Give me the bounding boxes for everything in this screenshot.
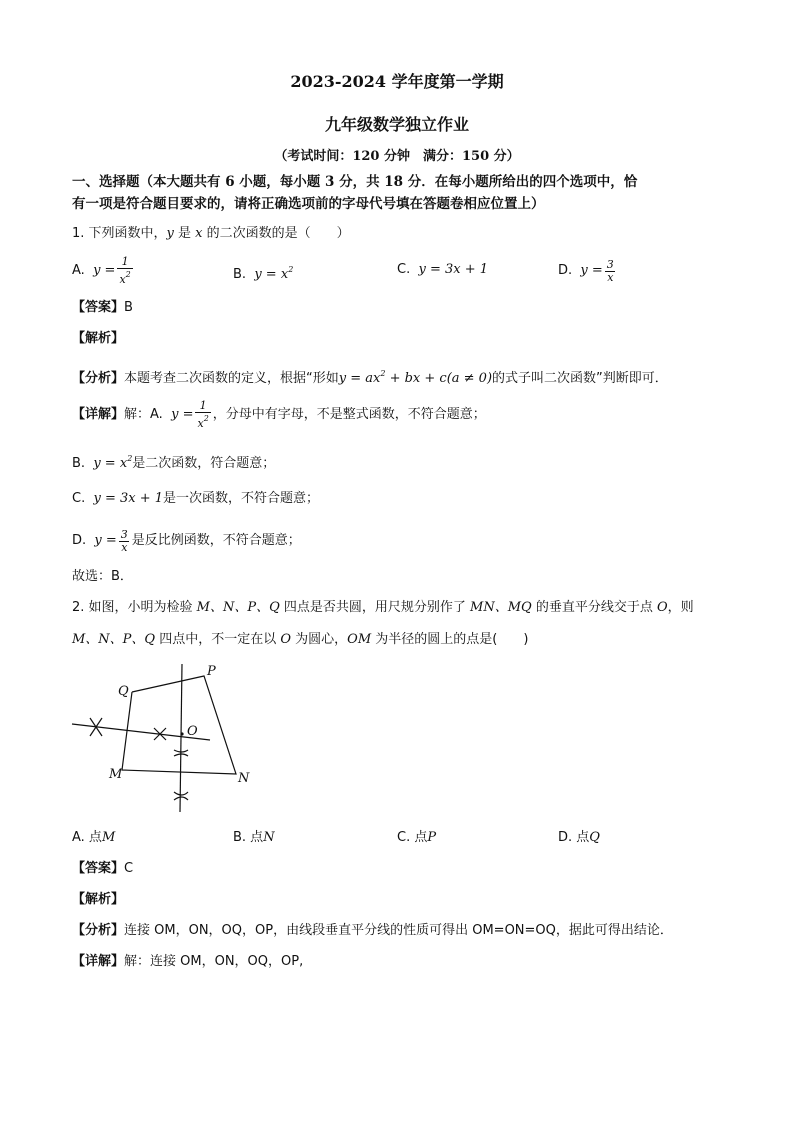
q2-figure [70, 660, 270, 815]
point-o [180, 732, 183, 735]
q2-answer: 【答案】C [72, 861, 134, 876]
document-subject: 九年级数学独立作业 [324, 115, 469, 134]
fraction: $\frac{3}{x}$ [606, 257, 614, 284]
quadrilateral [122, 676, 236, 774]
label-q: Q [118, 684, 129, 699]
perpendicular-bisector-mn [180, 664, 182, 812]
q2-stem-line1: 2. 如图，小明为检验 M、N、P、Q 四点是否共圆，用尺规分别作了 MN、MQ 的垂直平分线交于点 O，则 [72, 600, 694, 615]
label-p: P [207, 664, 216, 679]
q1-option-b: B. $y = x^2$ [233, 265, 294, 282]
q1-xiangjie-b: B. $y = x^2$是二次函数，符合题意； [72, 454, 276, 471]
q2-analysis-label: 【解析】 [72, 892, 125, 907]
q2-stem-line2: M、N、P、Q 四点中，不一定在以 O 为圆心，OM 为半径的圆上的点是( ) [72, 632, 529, 647]
label-m: M [109, 767, 123, 782]
q2-option-b: B. 点N [233, 830, 275, 845]
q2-xiangjie: 【详解】解：连接 OM，ON，OQ，OP, [72, 954, 304, 969]
q1-xiangjie-a: 【详解】 解：A. y = $\frac{1}{x^2}$ ，分母中有字母，不是整式函数，不符合题意； [72, 399, 486, 430]
q1-stem: 1. 下列函数中，y 是 x 的二次函数的是（ ） [72, 226, 350, 241]
section1-heading-line2: 有一项是符合题目要求的，请将正确选项前的字母代号填在答题卷相应位置上） [72, 196, 545, 212]
q1-answer: 【答案】B [72, 300, 133, 315]
q2-option-c: C. 点P [397, 830, 437, 845]
q2-option-a: A. 点M [72, 830, 116, 845]
q1-xiangjie-c: C. y = 3x + 1是一次函数，不符合题意； [72, 491, 320, 506]
q1-conclusion: 故选：B． [72, 569, 133, 584]
q2-option-d: D. 点Q [558, 830, 600, 845]
q1-analysis-label: 【解析】 [72, 331, 125, 346]
fraction: $\frac{1}{x^2}$ [197, 399, 209, 430]
exam-info: （考试时间：120 分钟 满分：150 分） [274, 149, 520, 164]
q2-fenxi: 【分析】连接 OM，ON，OQ，OP，由线段垂直平分线的性质可得出 OM=ON=OQ，据此可得出结论． [72, 923, 673, 938]
q1-option-a: A. y = $\frac{1}{x^2}$ [72, 255, 131, 286]
section1-heading-line1: 一、选择题（本大题共有 6 小题，每小题 3 分，共 18 分．在每小题所给出的四个选项中，恰 [72, 174, 638, 190]
label-n: N [238, 771, 250, 786]
label-o: O [187, 724, 198, 739]
fraction: $\frac{1}{x^2}$ [119, 255, 131, 286]
fraction: $\frac{3}{x}$ [120, 527, 128, 554]
q1-xiangjie-d: D. y = $\frac{3}{x}$ 是反比例函数，不符合题意； [72, 527, 301, 554]
document-title: 2023-2024 学年度第一学期 [290, 72, 504, 91]
q1-option-c: C. y = 3x + 1 [397, 262, 489, 277]
q1-fenxi: 【分析】本题考查二次函数的定义，根据“形如$y = ax^2$ + bx + c(a ≠ 0)的式子叫二次函数”判断即可． [72, 369, 668, 386]
arc-mark [174, 792, 188, 800]
q1-option-d: D. y = $\frac{3}{x}$ [558, 257, 614, 284]
